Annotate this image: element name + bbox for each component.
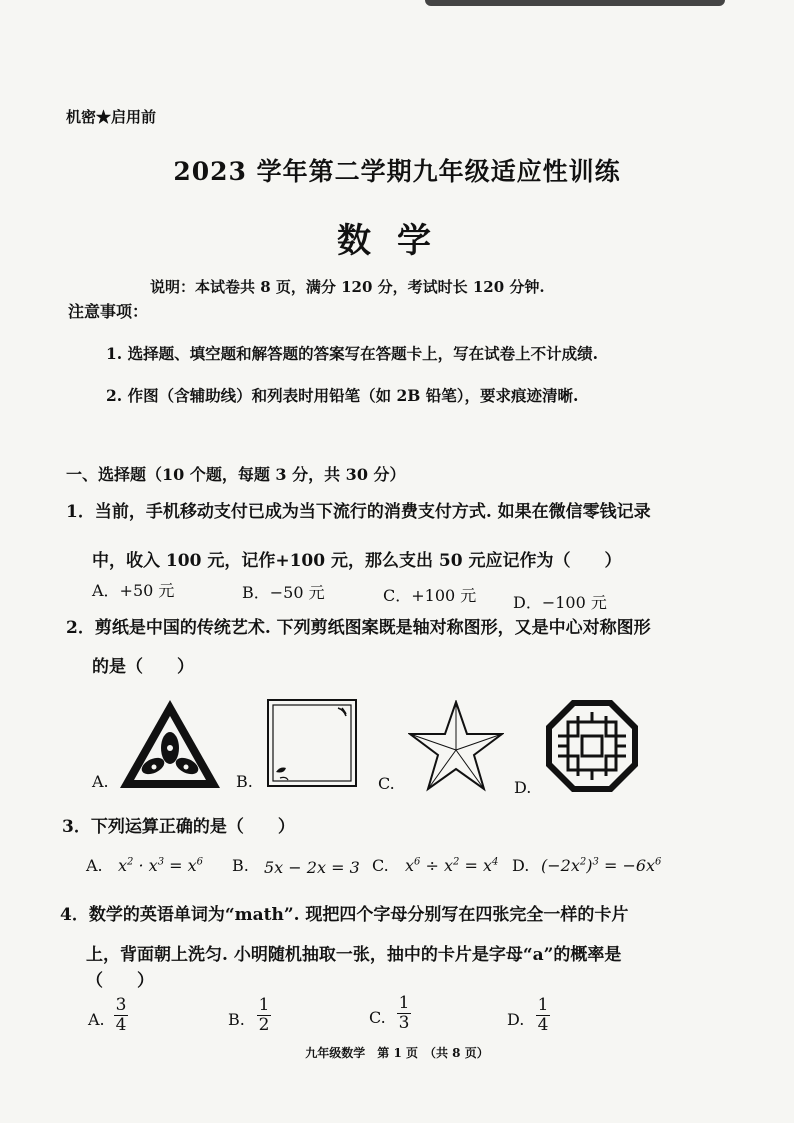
papercut-star-image (408, 700, 504, 792)
q4-label-d: D. (507, 1010, 525, 1029)
scan-edge-shadow (425, 0, 725, 6)
q1-option-a: A．+50 元 (92, 581, 175, 600)
q3-label-a: A. (86, 856, 103, 875)
q3-option-b-expression: 5x − 2x = 3 (264, 858, 360, 877)
papercut-octagon-image (544, 698, 640, 794)
q3-option-c-expression: $x^6 \div x^2 = x^4$ (405, 856, 499, 875)
exam-note: 说明：本试卷共 8 页，满分 120 分，考试时长 120 分钟. (150, 278, 545, 296)
notice-item-2: 2. 作图（含辅助线）和列表时用铅笔（如 2B 铅笔），要求痕迹清晰. (106, 386, 579, 405)
notice-item-1: 1. 选择题、填空题和解答题的答案写在答题卡上，写在试卷上不计成绩. (106, 344, 598, 363)
q3-option-d-expression: $(-2x^2)^3 = -6x^6$ (541, 856, 662, 875)
q4-option-c-fraction: $\frac{1}{3}$ (398, 993, 410, 1033)
q3-label-c: C. (372, 856, 389, 875)
q3-option-a-expression: $x^2 \cdot x^3 = x^6$ (118, 856, 204, 875)
notice-heading: 注意事项： (68, 302, 149, 321)
q4-stem-line2: 上，背面朝上洗匀. 小明随机抽取一张，抽中的卡片是字母“a”的概率是 (86, 945, 622, 965)
q4-option-a-fraction: $\frac{3}{4}$ (115, 995, 127, 1035)
q2-label-b: B. (236, 772, 253, 791)
q4-option-b-fraction: $\frac{1}{2}$ (258, 995, 270, 1035)
subject-title: 数学 (337, 221, 457, 261)
section-title: 一、选择题（10 个题，每题 3 分，共 30 分） (66, 465, 406, 484)
q4-label-c: C. (369, 1008, 386, 1027)
q2-stem-line1: 2．剪纸是中国的传统艺术. 下列剪纸图案既是轴对称图形，又是中心对称图形 (66, 618, 651, 638)
q2-label-c: C. (378, 774, 395, 793)
q1-stem-line1: 1．当前，手机移动支付已成为当下流行的消费支付方式. 如果在微信零钱记录 (66, 502, 651, 522)
q4-stem-line1: 4．数学的英语单词为“math”. 现把四个字母分别写在四张完全一样的卡片 (60, 905, 629, 925)
q1-option-c: C．+100 元 (383, 586, 477, 605)
q1-option-b: B．−50 元 (242, 583, 325, 602)
confidential-label: 机密★启用前 (66, 108, 157, 126)
exam-title: 2023 学年第二学期九年级适应性训练 (173, 157, 621, 186)
q4-label-b: B. (228, 1010, 245, 1029)
q3-label-d: D. (512, 856, 530, 875)
q2-label-a: A. (92, 772, 109, 791)
q1-option-d: D．−100 元 (513, 593, 607, 612)
q4-option-d-fraction: $\frac{1}{4}$ (537, 995, 549, 1035)
q4-label-a: A. (88, 1010, 105, 1029)
q2-label-d: D. (514, 778, 532, 797)
q1-stem-line2: 中，收入 100 元，记作+100 元，那么支出 50 元应记作为（ ） (92, 551, 622, 571)
papercut-frame-image (266, 698, 358, 788)
q3-label-b: B. (232, 856, 249, 875)
q2-stem-line2: 的是（ ） (92, 657, 194, 677)
q3-stem: 3．下列运算正确的是（ ） (62, 817, 295, 837)
page-footer: 九年级数学 第 1 页 （共 8 页） (305, 1046, 489, 1060)
papercut-triangle-image (118, 698, 222, 790)
q4-stem-line3: （ ） (86, 971, 154, 991)
